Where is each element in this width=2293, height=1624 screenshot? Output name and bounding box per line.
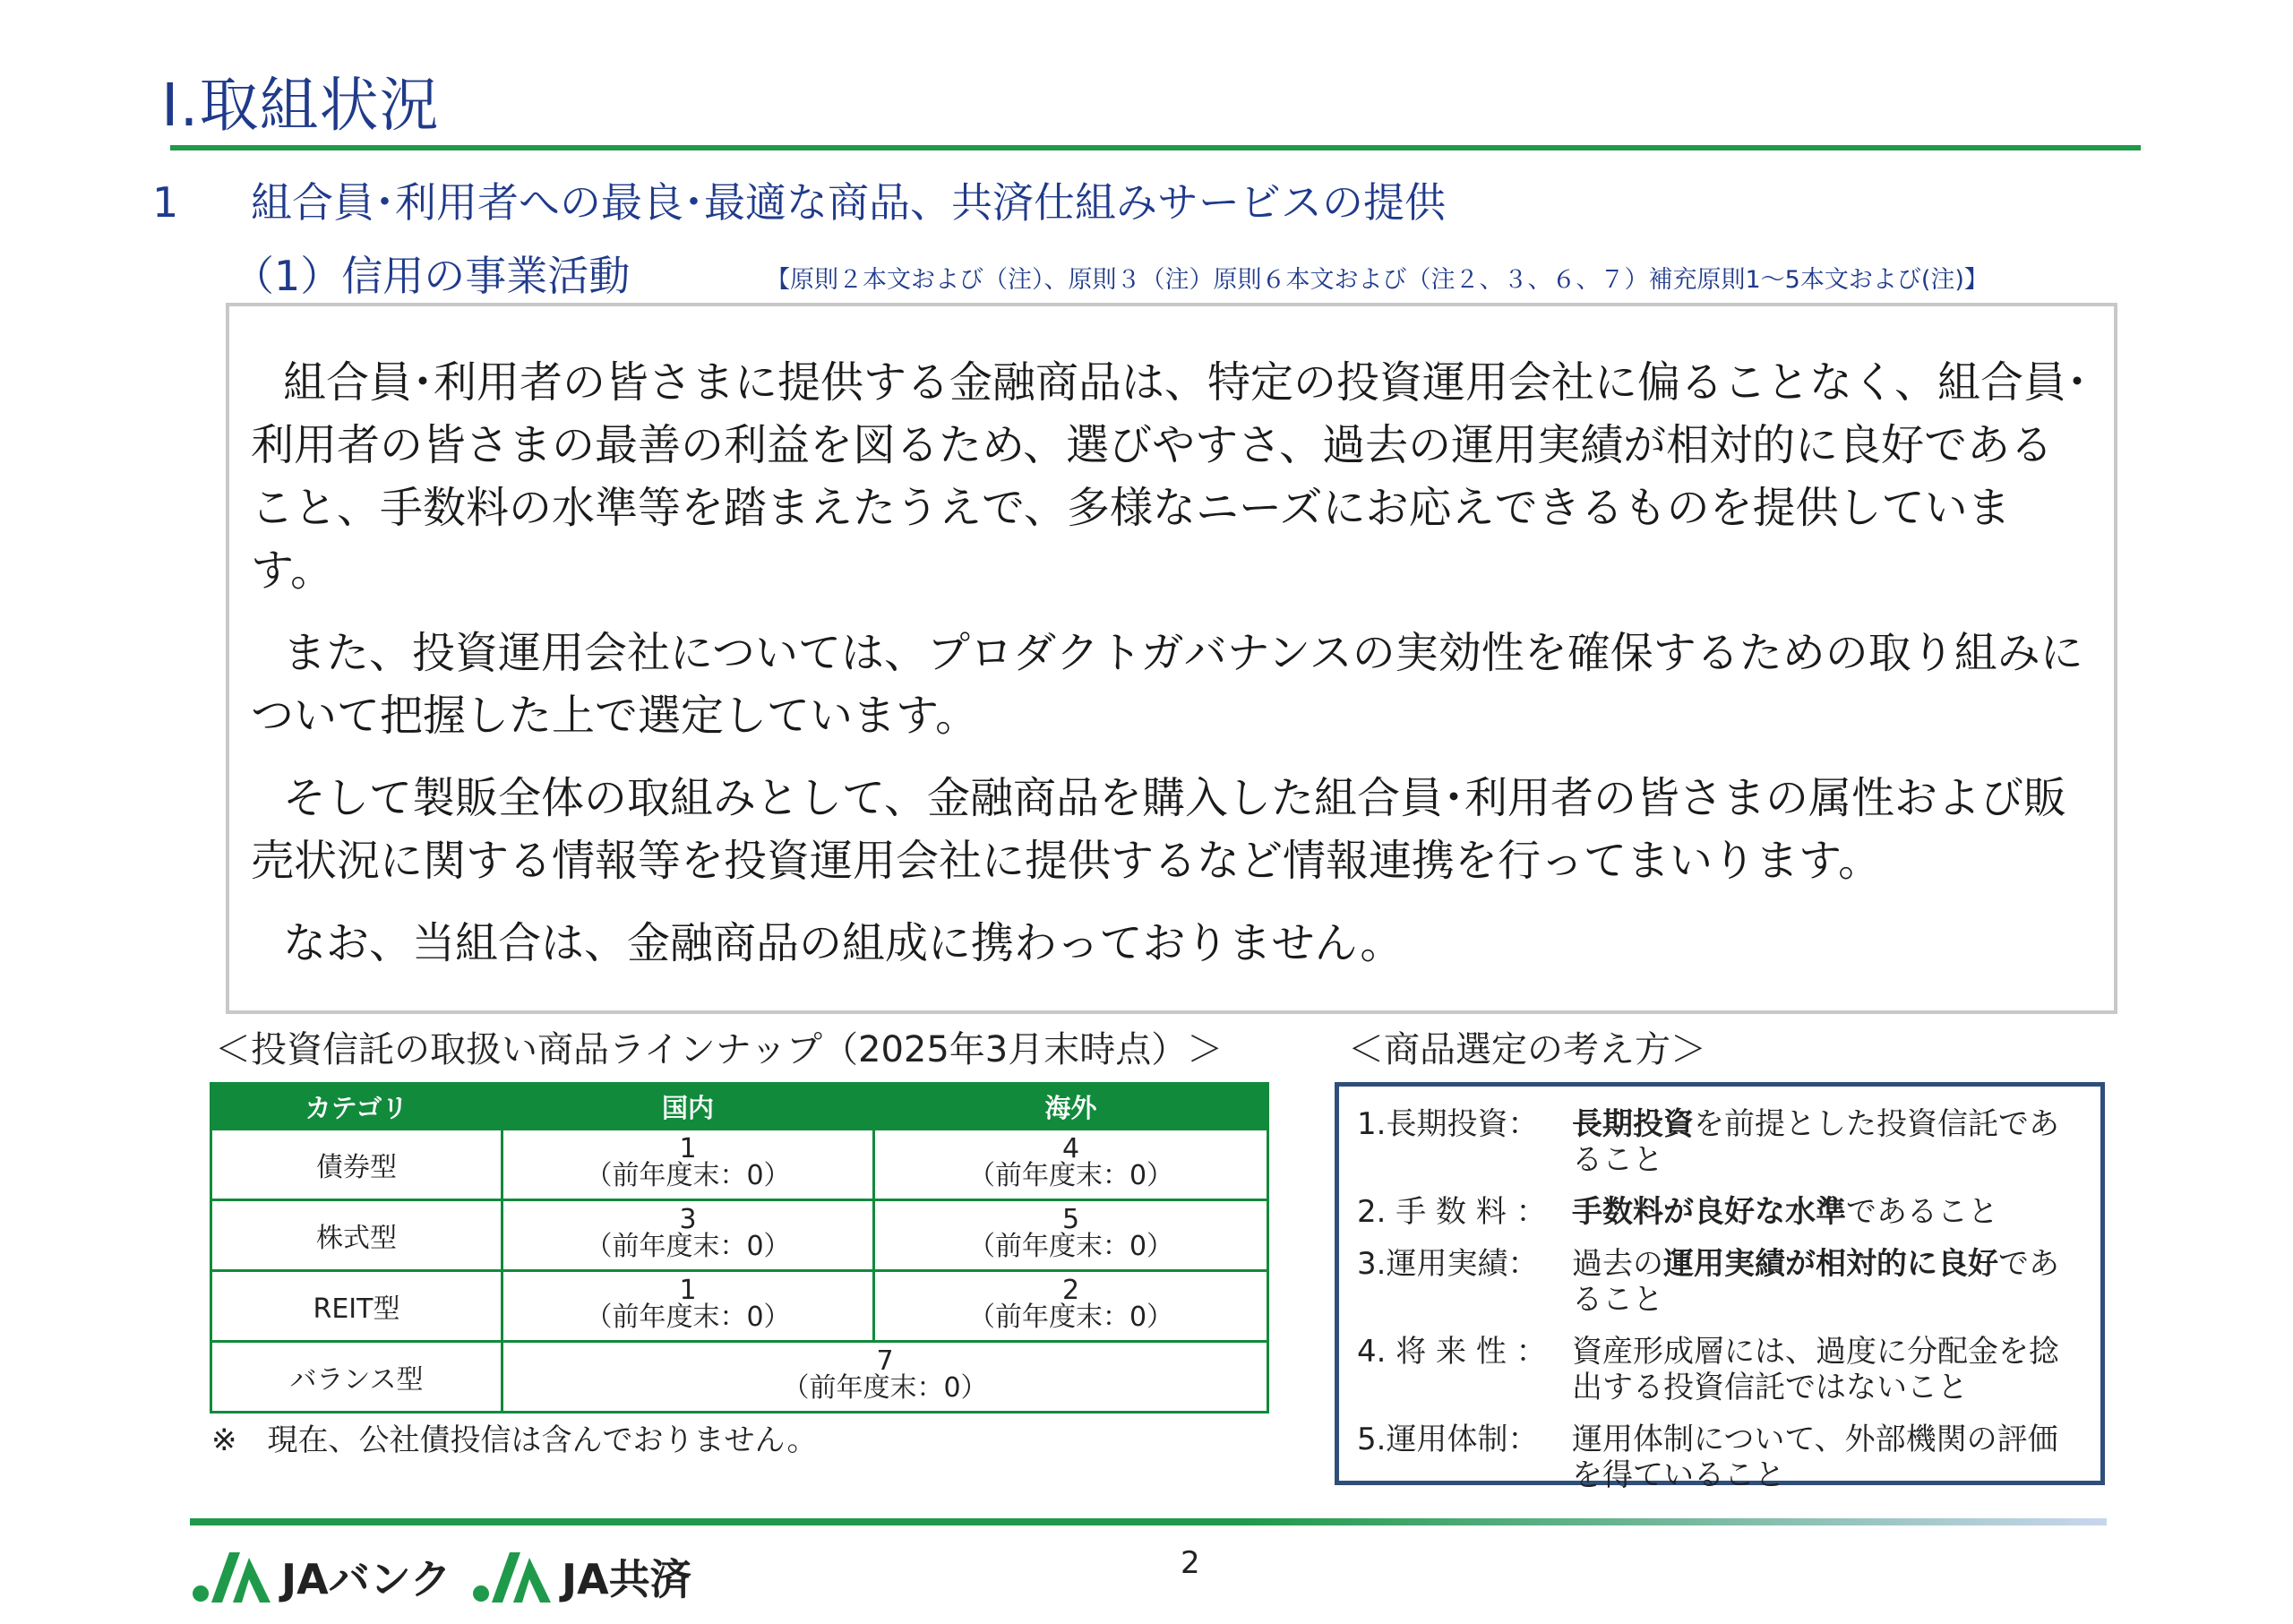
principle-reference: 【原則２本文および（注）、原則３（注）原則６本文および（注２、３、６、７）補充原則1～5本文および(注)】 (766, 266, 1988, 294)
footer-divider (190, 1518, 2107, 1525)
ja-bank-wordmark: JAバンク (281, 1555, 451, 1603)
main-text-box (226, 303, 2117, 1014)
paragraph-1: 組合員･利用者の皆さまに提供する金融商品は、特定の投資運用会社に偏ることなく、組合員･利用者の皆さまの最善の利益を図るため、選びやすさ、過去の運用実績が相対的に良好であること、手数料の水準等を踏まえたうえで、多様なニーズにお応えできるものを提供しています。 (251, 357, 2089, 596)
category-cell: 株式型 (211, 1200, 502, 1271)
count: 1 (679, 1133, 697, 1164)
paragraph-3: そして製販全体の取組みとして、金融商品を購入した組合員･利用者の皆さまの属性および販売状況に関する情報等を投資運用会社に提供するなど情報連携を行ってまいります。 (251, 773, 2067, 886)
lineup-table (210, 1082, 1269, 1413)
ja-kyosai-wordmark: JA共済 (562, 1555, 691, 1603)
lineup-caption: ＜投資信託の取扱い商品ラインナップ（2025年3月末時点）＞ (215, 1029, 1224, 1070)
header-category: カテゴリ (211, 1084, 502, 1130)
prev-count: （前年度末：0） (967, 1302, 1174, 1333)
combined-cell (502, 1342, 1268, 1413)
policy-bold: 手数料が良好な水準 (1572, 1194, 1846, 1230)
policy-box (1335, 1082, 2105, 1493)
category-cell: REIT型 (211, 1271, 502, 1342)
prev-count: （前年度末：0） (585, 1160, 791, 1191)
policy-text: であること (1572, 1246, 2059, 1318)
subsection-title: （1）信用の事業活動 (233, 252, 631, 300)
policy-caption: ＜商品選定の考え方＞ (1348, 1029, 1706, 1070)
policy-label: 5.運用体制： (1357, 1422, 1539, 1457)
policy-item (1357, 1422, 2086, 1493)
table-note: ※ 現在、公社債投信は含んでおりません。 (211, 1422, 818, 1458)
count: 3 (679, 1204, 697, 1235)
policy-item (1357, 1334, 2086, 1405)
domestic-cell (502, 1271, 874, 1342)
policy-text: を前提とした投資信託であること (1572, 1106, 2059, 1178)
policy-item (1357, 1194, 2086, 1230)
section-number: 1 (152, 178, 179, 227)
title-divider (170, 145, 2141, 150)
page-title: Ⅰ.取組状況 (161, 71, 440, 140)
table-row (211, 1200, 1268, 1271)
prev-count: （前年度末：0） (967, 1231, 1174, 1262)
policy-bold: 長期投資 (1572, 1106, 1694, 1142)
ja-kyosai-logo (470, 1541, 691, 1612)
domestic-cell (502, 1130, 874, 1200)
category-cell: バランス型 (211, 1342, 502, 1413)
count: 1 (679, 1275, 697, 1306)
ja-mark-icon (190, 1547, 272, 1606)
section-heading (152, 170, 1446, 229)
overseas-cell (874, 1271, 1268, 1342)
policy-label: 4. 将 来 性 ： (1357, 1334, 1547, 1370)
prev-count: （前年度末：0） (967, 1160, 1174, 1191)
ja-mark-icon (470, 1547, 553, 1606)
header-domestic: 国内 (502, 1084, 874, 1130)
table-row (211, 1130, 1268, 1200)
count: 7 (876, 1345, 894, 1377)
prev-count: （前年度末：0） (585, 1302, 791, 1333)
paragraph-4: なお、当組合は、金融商品の組成に携わっておりません。 (283, 918, 1404, 968)
page-number: 2 (1181, 1545, 1200, 1581)
section-title: 組合員･利用者への最良･最適な商品、共済仕組みサービスの提供 (251, 178, 1446, 227)
ja-bank-logo (190, 1541, 451, 1612)
policy-item (1357, 1106, 2086, 1178)
domestic-cell (502, 1200, 874, 1271)
policy-text: 運用体制について、外部機関の評価を得ていること (1572, 1422, 2058, 1493)
count: 5 (1061, 1204, 1080, 1235)
policy-label: 2. 手 数 料 ： (1357, 1194, 1547, 1230)
policy-bold: 運用実績が相対的に良好 (1663, 1246, 1998, 1282)
policy-label: 1.長期投資： (1357, 1106, 1539, 1142)
table-row (211, 1342, 1268, 1413)
table-row (211, 1271, 1268, 1342)
overseas-cell (874, 1130, 1268, 1200)
overseas-cell (874, 1200, 1268, 1271)
count: 4 (1061, 1133, 1080, 1164)
category-cell: 債券型 (211, 1130, 502, 1200)
policy-text: であること (1846, 1194, 1998, 1230)
prev-count: （前年度末：0） (585, 1231, 791, 1262)
header-overseas: 海外 (874, 1084, 1268, 1130)
policy-label: 3.運用実績： (1357, 1246, 1539, 1282)
prev-count: （前年度末：0） (782, 1372, 988, 1404)
paragraph-2: また、投資運用会社については、プロダクトガバナンスの実効性を確保するための取り組みについて把握した上で選定しています。 (251, 628, 2083, 741)
table-header-row (211, 1084, 1268, 1130)
policy-text: 資産形成層には、過度に分配金を捻出する投資信託ではないこと (1572, 1334, 2059, 1405)
policy-text-pre: 過去の (1572, 1246, 1663, 1282)
policy-item (1357, 1246, 2086, 1318)
count: 2 (1061, 1275, 1080, 1306)
